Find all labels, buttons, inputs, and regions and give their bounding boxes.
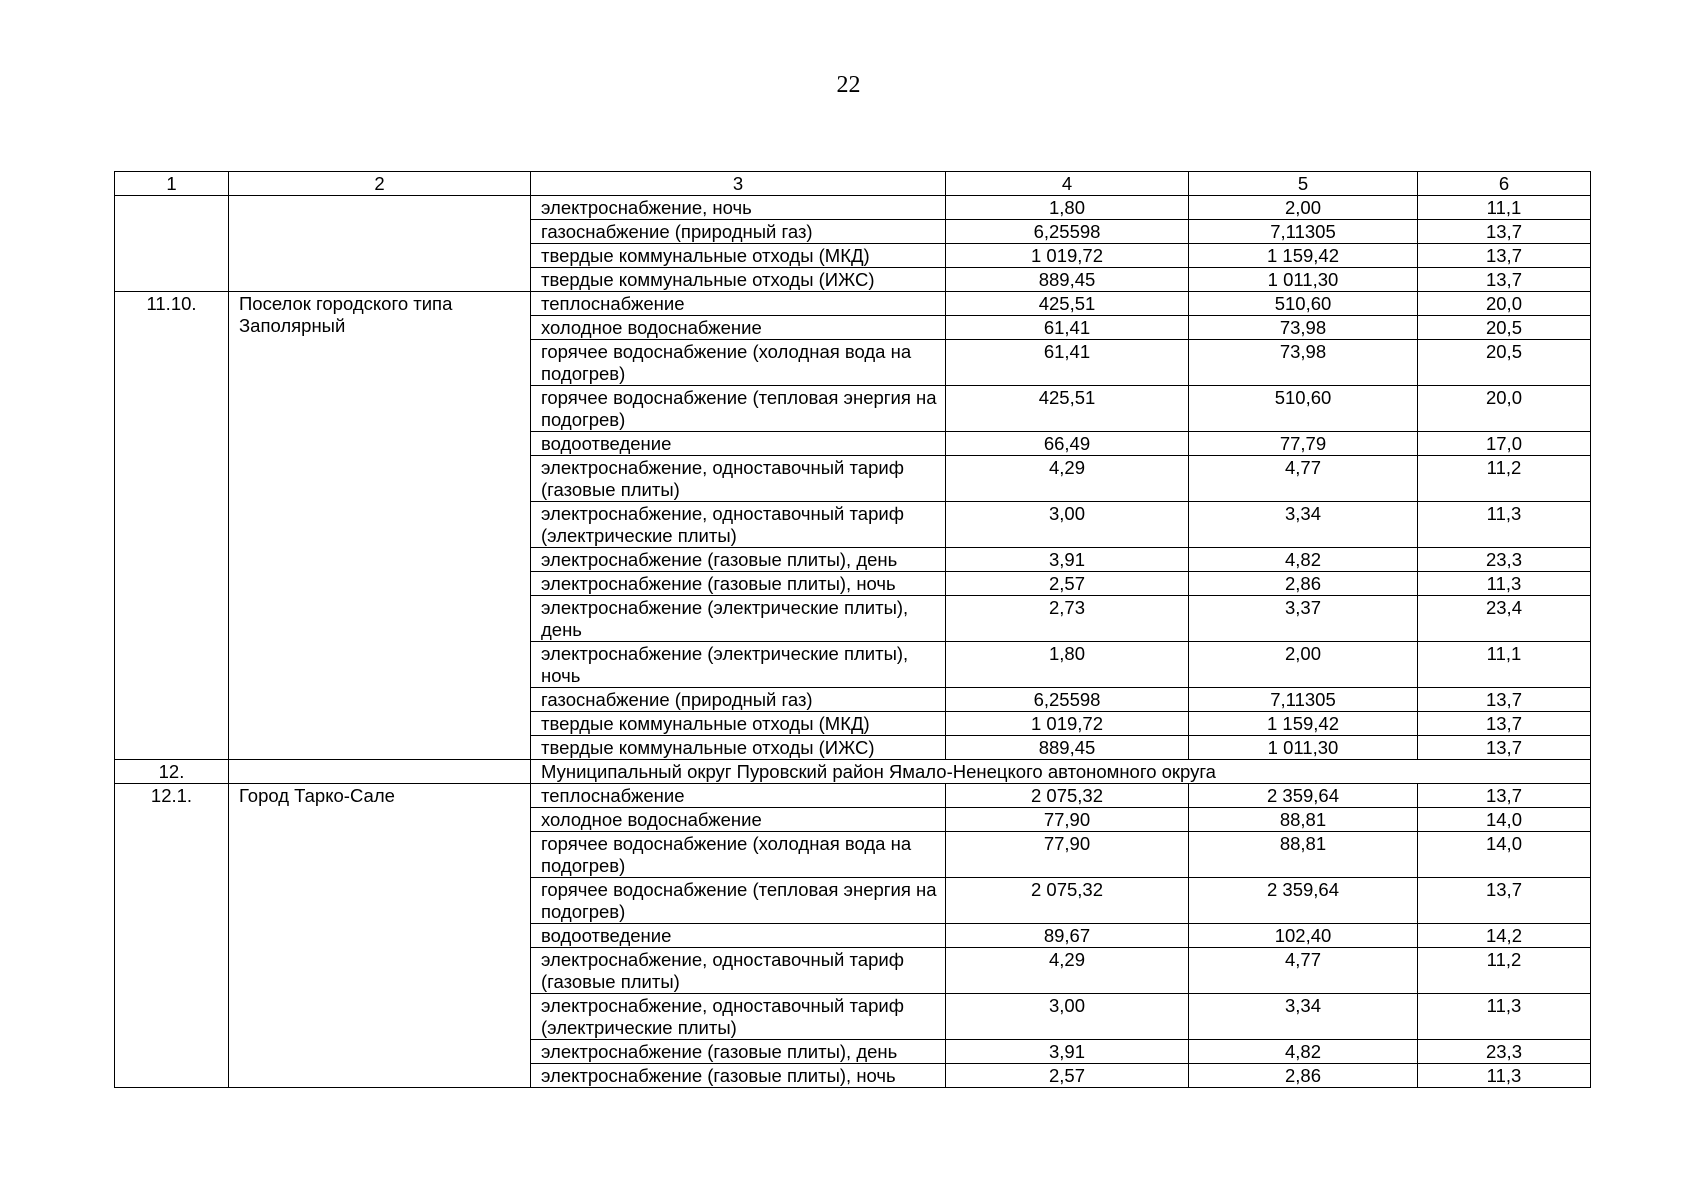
value-cell-col5: 510,60 [1189, 386, 1418, 432]
value-cell-col4: 889,45 [946, 268, 1189, 292]
section-number-cell: 12. [115, 760, 229, 784]
value-cell-col6: 14,0 [1418, 832, 1591, 878]
value-cell-col4: 61,41 [946, 340, 1189, 386]
header-cell-3: 3 [531, 172, 946, 196]
page-number: 22 [836, 72, 861, 98]
value-cell-col5: 73,98 [1189, 340, 1418, 386]
table-row [115, 196, 1591, 220]
value-cell-col5: 2,00 [1189, 196, 1418, 220]
value-cell-col5: 1 011,30 [1189, 736, 1418, 760]
section-empty-cell [229, 760, 531, 784]
section-title-cell: Муниципальный округ Пуровский район Ямало-Ненецкого автономного округа [531, 760, 1591, 784]
header-cell-2: 2 [229, 172, 531, 196]
value-cell-col6: 13,7 [1418, 878, 1591, 924]
value-cell-col4: 2 075,32 [946, 878, 1189, 924]
item-number-cell: 11.10. [115, 292, 229, 760]
value-cell-col6: 13,7 [1418, 736, 1591, 760]
settlement-name-cell: Город Тарко-Сале [229, 784, 531, 1088]
value-cell-col4: 425,51 [946, 292, 1189, 316]
value-cell-col4: 6,25598 [946, 220, 1189, 244]
service-cell: электроснабжение, одноставочный тариф (газовые плиты) [531, 456, 946, 502]
value-cell-col4: 1,80 [946, 642, 1189, 688]
value-cell-col5: 3,34 [1189, 994, 1418, 1040]
value-cell-col4: 4,29 [946, 948, 1189, 994]
value-cell-col4: 6,25598 [946, 688, 1189, 712]
value-cell-col5: 77,79 [1189, 432, 1418, 456]
service-cell: водоотведение [531, 924, 946, 948]
value-cell-col5: 510,60 [1189, 292, 1418, 316]
value-cell-col4: 77,90 [946, 808, 1189, 832]
value-cell-col4: 2,57 [946, 572, 1189, 596]
service-cell: твердые коммунальные отходы (МКД) [531, 244, 946, 268]
service-cell: газоснабжение (природный газ) [531, 688, 946, 712]
value-cell-col6: 11,3 [1418, 572, 1591, 596]
service-cell: горячее водоснабжение (тепловая энергия на подогрев) [531, 386, 946, 432]
value-cell-col4: 889,45 [946, 736, 1189, 760]
value-cell-col6: 20,0 [1418, 386, 1591, 432]
value-cell-col4: 2,57 [946, 1064, 1189, 1088]
table-body [115, 172, 1591, 1088]
value-cell-col6: 23,3 [1418, 1040, 1591, 1064]
service-cell: электроснабжение, одноставочный тариф (газовые плиты) [531, 948, 946, 994]
value-cell-col5: 1 159,42 [1189, 244, 1418, 268]
value-cell-col5: 1 011,30 [1189, 268, 1418, 292]
value-cell-col6: 14,2 [1418, 924, 1591, 948]
section-row [115, 760, 1591, 784]
value-cell-col4: 77,90 [946, 832, 1189, 878]
value-cell-col5: 4,82 [1189, 1040, 1418, 1064]
service-cell: электроснабжение (газовые плиты), день [531, 548, 946, 572]
value-cell-col4: 425,51 [946, 386, 1189, 432]
service-cell: твердые коммунальные отходы (ИЖС) [531, 736, 946, 760]
value-cell-col5: 88,81 [1189, 808, 1418, 832]
value-cell-col6: 11,3 [1418, 994, 1591, 1040]
service-cell: твердые коммунальные отходы (ИЖС) [531, 268, 946, 292]
value-cell-col4: 3,91 [946, 1040, 1189, 1064]
value-cell-col6: 13,7 [1418, 244, 1591, 268]
value-cell-col5: 2,86 [1189, 572, 1418, 596]
value-cell-col6: 23,4 [1418, 596, 1591, 642]
value-cell-col4: 3,00 [946, 502, 1189, 548]
header-cell-1: 1 [115, 172, 229, 196]
value-cell-col6: 17,0 [1418, 432, 1591, 456]
value-cell-col4: 1 019,72 [946, 712, 1189, 736]
value-cell-col5: 88,81 [1189, 832, 1418, 878]
value-cell-col5: 7,11305 [1189, 688, 1418, 712]
value-cell-col6: 11,2 [1418, 948, 1591, 994]
value-cell-col5: 2 359,64 [1189, 878, 1418, 924]
value-cell-col4: 4,29 [946, 456, 1189, 502]
value-cell-col6: 11,3 [1418, 1064, 1591, 1088]
service-cell: электроснабжение (электрические плиты), ночь [531, 642, 946, 688]
value-cell-col4: 1 019,72 [946, 244, 1189, 268]
header-cell-5: 5 [1189, 172, 1418, 196]
value-cell-col6: 13,7 [1418, 268, 1591, 292]
value-cell-col4: 1,80 [946, 196, 1189, 220]
header-cell-6: 6 [1418, 172, 1591, 196]
service-cell: электроснабжение, одноставочный тариф (электрические плиты) [531, 994, 946, 1040]
value-cell-col5: 2,00 [1189, 642, 1418, 688]
table-row [115, 784, 1591, 808]
item-number-cell: 12.1. [115, 784, 229, 1088]
service-cell: водоотведение [531, 432, 946, 456]
service-cell: электроснабжение (газовые плиты), ночь [531, 1064, 946, 1088]
value-cell-col4: 2,73 [946, 596, 1189, 642]
value-cell-col5: 2,86 [1189, 1064, 1418, 1088]
value-cell-col6: 11,1 [1418, 642, 1591, 688]
header-cell-4: 4 [946, 172, 1189, 196]
value-cell-col5: 4,82 [1189, 548, 1418, 572]
service-cell: электроснабжение (электрические плиты), день [531, 596, 946, 642]
value-cell-col5: 3,34 [1189, 502, 1418, 548]
service-cell: электроснабжение, ночь [531, 196, 946, 220]
value-cell-col6: 23,3 [1418, 548, 1591, 572]
settlement-name-cell: Поселок городского типа Заполярный [229, 292, 531, 760]
tariff-table [114, 171, 1591, 1088]
item-number-cell [115, 196, 229, 292]
value-cell-col5: 102,40 [1189, 924, 1418, 948]
service-cell: горячее водоснабжение (тепловая энергия на подогрев) [531, 878, 946, 924]
value-cell-col6: 13,7 [1418, 220, 1591, 244]
value-cell-col6: 13,7 [1418, 712, 1591, 736]
value-cell-col4: 3,91 [946, 548, 1189, 572]
value-cell-col5: 2 359,64 [1189, 784, 1418, 808]
header-row [115, 172, 1591, 196]
value-cell-col6: 20,5 [1418, 316, 1591, 340]
settlement-name-cell [229, 196, 531, 292]
service-cell: холодное водоснабжение [531, 316, 946, 340]
service-cell: газоснабжение (природный газ) [531, 220, 946, 244]
value-cell-col5: 73,98 [1189, 316, 1418, 340]
service-cell: холодное водоснабжение [531, 808, 946, 832]
value-cell-col5: 1 159,42 [1189, 712, 1418, 736]
value-cell-col6: 20,0 [1418, 292, 1591, 316]
value-cell-col5: 7,11305 [1189, 220, 1418, 244]
service-cell: электроснабжение (газовые плиты), ночь [531, 572, 946, 596]
service-cell: теплоснабжение [531, 292, 946, 316]
value-cell-col4: 89,67 [946, 924, 1189, 948]
value-cell-col4: 2 075,32 [946, 784, 1189, 808]
table-row [115, 292, 1591, 316]
service-cell: горячее водоснабжение (холодная вода на подогрев) [531, 832, 946, 878]
value-cell-col4: 61,41 [946, 316, 1189, 340]
value-cell-col4: 3,00 [946, 994, 1189, 1040]
value-cell-col5: 3,37 [1189, 596, 1418, 642]
value-cell-col6: 11,1 [1418, 196, 1591, 220]
value-cell-col6: 11,3 [1418, 502, 1591, 548]
value-cell-col5: 4,77 [1189, 456, 1418, 502]
value-cell-col4: 66,49 [946, 432, 1189, 456]
service-cell: твердые коммунальные отходы (МКД) [531, 712, 946, 736]
value-cell-col6: 13,7 [1418, 688, 1591, 712]
value-cell-col5: 4,77 [1189, 948, 1418, 994]
service-cell: электроснабжение (газовые плиты), день [531, 1040, 946, 1064]
value-cell-col6: 20,5 [1418, 340, 1591, 386]
service-cell: электроснабжение, одноставочный тариф (электрические плиты) [531, 502, 946, 548]
service-cell: горячее водоснабжение (холодная вода на подогрев) [531, 340, 946, 386]
service-cell: теплоснабжение [531, 784, 946, 808]
value-cell-col6: 14,0 [1418, 808, 1591, 832]
value-cell-col6: 11,2 [1418, 456, 1591, 502]
value-cell-col6: 13,7 [1418, 784, 1591, 808]
